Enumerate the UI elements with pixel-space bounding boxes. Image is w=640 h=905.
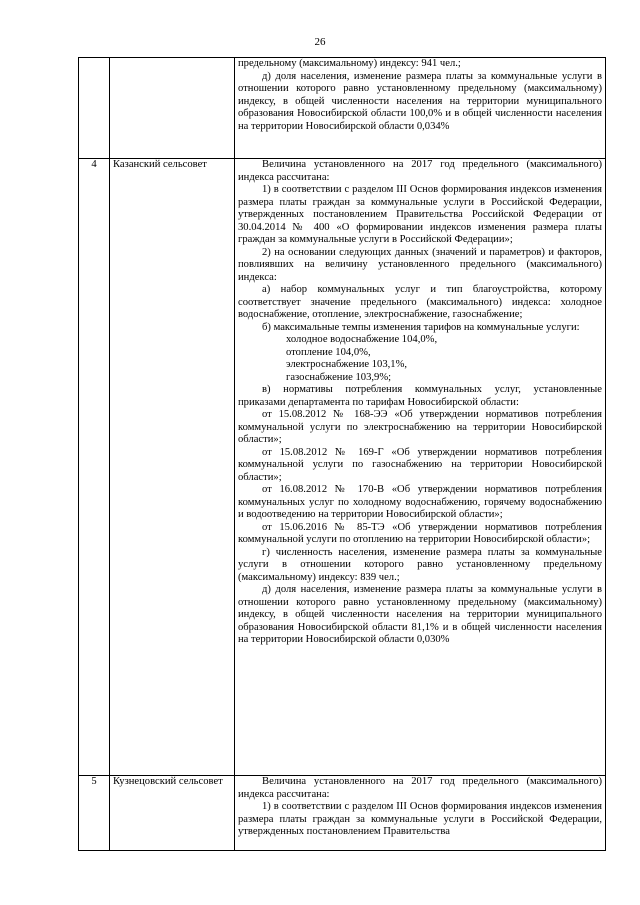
row-number: 4 — [79, 159, 110, 776]
paragraph: от 16.08.2012 № 170-В «Об утверждении нормативов потребления коммунальных услуг по холодному водоснабжению, горячему водоснабжению и водоотведению на территории Новосибирской области»; — [238, 484, 602, 520]
table-row — [79, 159, 606, 776]
municipality-name: Казанский сельсовет — [110, 159, 235, 776]
table-row — [79, 776, 606, 851]
tariff-item: газоснабжение 103,9%; — [286, 371, 392, 383]
municipality-name: Кузнецовский сельсовет — [110, 776, 235, 851]
paragraph: от 15.08.2012 № 168-ЭЭ «Об утверждении нормативов потребления коммунальной услуги по электроснабжению на территории Новосибирской области»; — [238, 409, 602, 445]
paragraph: 1) в соответствии с разделом III Основ формирования индексов изменения размера платы граждан за коммунальные услуги в Российской Федерации, утвержденных постановлением Правительства Российской Федерации от 30.04.2014 № 400 «О формировании индексов изменения размера платы граждан за коммунальные услуги в Российской Федерации»; — [238, 184, 602, 245]
row-number-cell — [79, 58, 110, 159]
paragraph: предельному (максимальному) индексу: 941 чел.; — [238, 58, 461, 69]
tariff-item: отопление 104,0%, — [286, 346, 371, 358]
paragraph: д) доля населения, изменение размера платы за коммунальные услуги в отношении которого равно установленному предельному (максимальному) индексу, в общей численности населения на территории муниципального образования Новосибирской области 100,0% и в общей численности населения на территории Новосибирской области 0,034% — [238, 70, 602, 132]
paragraph: д) доля населения, изменение размера платы за коммунальные услуги в отношении которого равно установленному предельному (максимальному) индексу, в общей численности населения на территории муниципального образования Новосибирской области 81,1% и в общей численности населения на территории Новосибирской области 0,030% — [238, 584, 602, 645]
page-number: 26 — [314, 36, 326, 48]
index-table — [78, 57, 606, 851]
paragraph: б) максимальные темпы изменения тарифов на коммунальные услуги: — [262, 321, 580, 333]
description-cell — [235, 159, 606, 776]
description-cell — [235, 776, 606, 851]
paragraph: Величина установленного на 2017 год предельного (максимального) индекса рассчитана: — [238, 776, 602, 800]
tariff-item: электроснабжение 103,1%, — [286, 359, 408, 370]
paragraph: от 15.08.2012 № 169-Г «Об утверждении нормативов потребления коммунальной услуги по газоснабжению на территории Новосибирской области»; — [238, 446, 602, 483]
paragraph: Величина установленного на 2017 год предельного (максимального) индекса рассчитана: — [238, 159, 602, 183]
row-number: 5 — [79, 776, 110, 851]
description-cell — [235, 58, 606, 159]
paragraph: г) численность населения, изменение размера платы за коммунальные услуги в отношении которого равно установленному предельному (максимальному) индексу: 839 чел.; — [238, 546, 602, 583]
tariff-item: холодное водоснабжение 104,0%, — [286, 334, 438, 345]
paragraph: а) набор коммунальных услуг и тип благоустройства, которому соответствует значение предельного (максимального) индекса: холодное водоснабжение, отопление, электроснабжение, газоснабжение; — [238, 284, 602, 320]
municipality-cell — [110, 58, 235, 159]
paragraph: от 15.06.2016 № 85-ТЭ «Об утверждении нормативов потребления коммунальной услуги по отоплению на территории Новосибирской области»; — [238, 521, 602, 545]
paragraph: в) нормативы потребления коммунальных услуг, установленные приказами департамента по тарифам Новосибирской области: — [238, 384, 602, 408]
paragraph: 2) на основании следующих данных (значений и параметров) и факторов, повлиявших на величину установленного предельного (максимального) индекса: — [238, 246, 602, 283]
paragraph: 1) в соответствии с разделом III Основ формирования индексов изменения размера платы граждан за коммунальные услуги в Российской Федерации, утвержденных постановлением Правительства — [238, 801, 602, 837]
table-row — [79, 58, 606, 159]
